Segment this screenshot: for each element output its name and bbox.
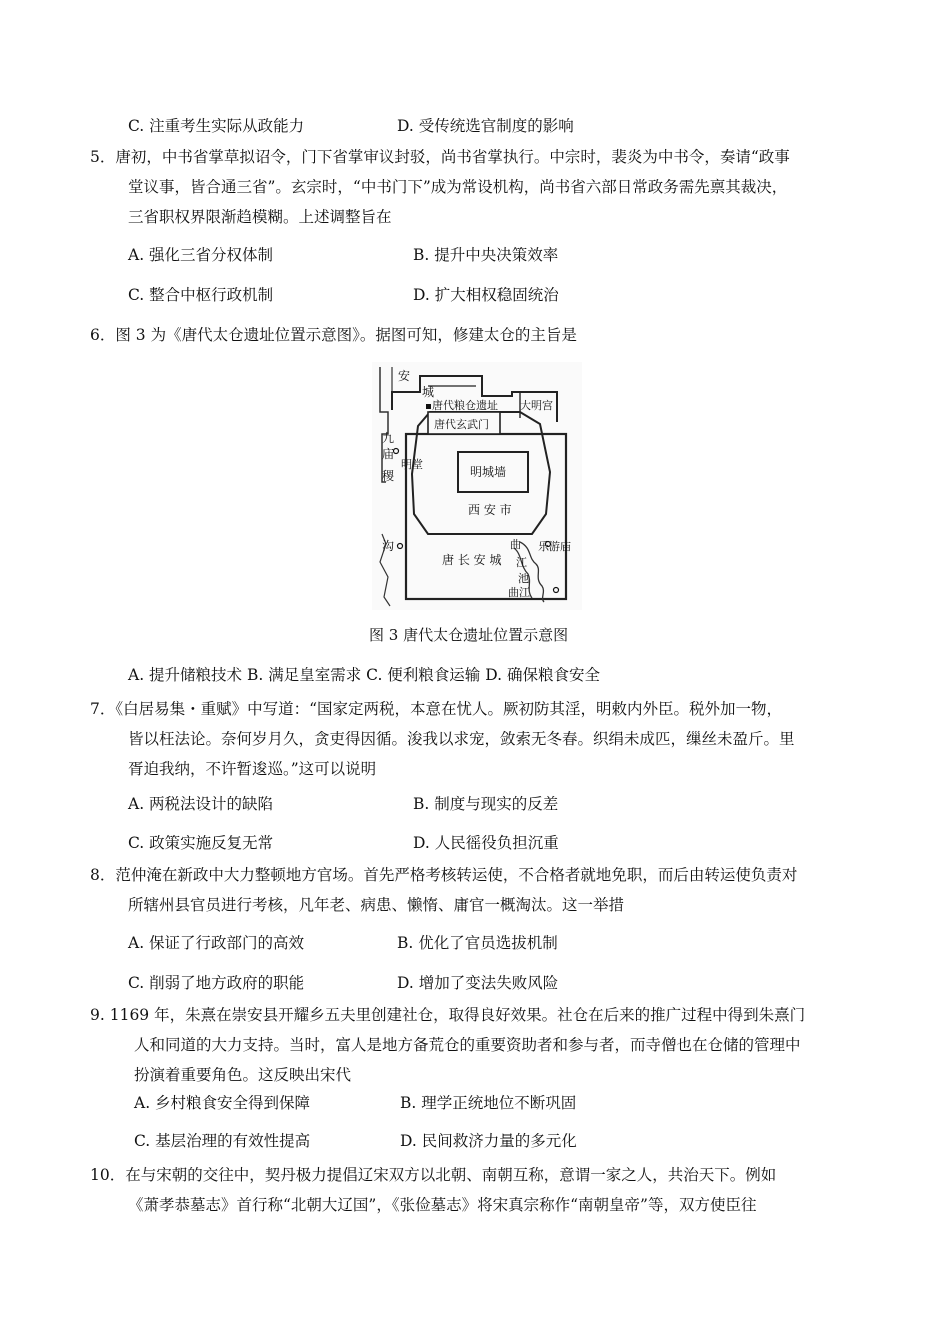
q7-line-3: 胥迫我纳，不许暂逡巡。”这可以说明: [128, 760, 377, 778]
q8-line-2: 所辖州县官员进行考核，凡年老、病患、懒惰、庸官一概淘汰。这一举措: [128, 896, 625, 914]
map-label-qu: 曲: [510, 538, 521, 551]
map-label-cheng: 城: [422, 385, 435, 399]
q5-line-3: 三省职权界限渐趋模糊。上述调整旨在: [128, 208, 392, 226]
q5-option-d: D. 扩大相权稳固统治: [413, 286, 559, 304]
q7-option-c: C. 政策实施反复无常: [128, 834, 274, 852]
q6-line-1: 6．图 3 为《唐代太仓遗址位置示意图》。据图可知，修建太仓的主旨是: [90, 326, 577, 344]
q8-option-d: D. 增加了变法失败风险: [397, 974, 559, 992]
q8-option-c: C. 削弱了地方政府的职能: [128, 974, 305, 992]
map-label-granary-site: 唐代粮仓遗址: [432, 399, 498, 412]
tang-granary-map: [372, 362, 582, 610]
q5-option-b: B. 提升中央决策效率: [413, 246, 559, 264]
map-label-mingtang: 明堂: [401, 458, 423, 471]
q9-option-a: A. 乡村粮食安全得到保障: [134, 1094, 311, 1112]
map-label-xian-city: 西 安 市: [468, 503, 512, 517]
q10-line-1: 10．在与宋朝的交往中，契丹极力提倡辽宋双方以北朝、南朝互称，意谓一家之人，共治天下。例如: [90, 1166, 777, 1184]
map-label-she: 稷: [382, 469, 395, 483]
map-label-qujiang: 曲江: [508, 586, 530, 599]
map-label-miao: 庙: [382, 447, 395, 461]
q6-options: A. 提升储粮技术 B. 满足皇室需求 C. 便利粮食运输 D. 确保粮食安全: [128, 666, 600, 684]
map-label-chi: 池: [518, 572, 529, 585]
q5-option-c: C. 整合中枢行政机制: [128, 286, 274, 304]
q5-line-1: 5．唐初，中书省掌草拟诏令，门下省掌审议封驳，尚书省掌执行。中宗时，裴炎为中书令，奏请“政事: [90, 148, 790, 166]
q9-option-b: B. 理学正统地位不断巩固: [400, 1094, 577, 1112]
figure-3-caption: 图 3 唐代太仓遗址位置示意图: [369, 626, 569, 644]
q4-option-d: D. 受传统选官制度的影响: [397, 117, 574, 135]
map-label-jiang: 江: [516, 556, 527, 569]
q4-option-c: C. 注重考生实际从政能力: [128, 117, 305, 135]
map-label-gou: 沟: [382, 539, 395, 553]
q7-option-b: B. 制度与现实的反差: [413, 795, 559, 813]
q7-option-d: D. 人民徭役负担沉重: [413, 834, 559, 852]
map-label-daminggong: 大明宫: [520, 399, 553, 412]
map-label-an: 安: [398, 369, 411, 383]
map-label-ming-city-wall: 明城墙: [470, 465, 507, 479]
map-label-tang-changan: 唐 长 安 城: [442, 553, 502, 567]
q5-option-a: A. 强化三省分权体制: [128, 246, 274, 264]
q8-option-b: B. 优化了官员选拔机制: [397, 934, 558, 952]
q8-line-1: 8．范仲淹在新政中大力整顿地方官场。首先严格考核转运使，不合格者就地免职，而后由转运使负责对: [90, 866, 798, 884]
q7-option-a: A. 两税法设计的缺陷: [128, 795, 274, 813]
q9-line-2: 人和同道的大力支持。当时，富人是地方备荒仓的重要资助者和参与者，而寺僧也在仓储的管理中: [134, 1036, 801, 1054]
q10-line-2: 《萧孝恭墓志》首行称“北朝大辽国”，《张俭墓志》将宋真宗称作“南朝皇帝”等，双方使臣往: [128, 1196, 757, 1214]
q5-line-2: 堂议事，皆合通三省”。玄宗时，“中书门下”成为常设机构，尚书省六部日常政务需先禀其裁决，: [128, 178, 788, 196]
q9-option-d: D. 民间救济力量的多元化: [400, 1132, 577, 1150]
q9-line-1: 9. 1169 年，朱熹在崇安县开耀乡五夫里创建社仓，取得良好效果。社仓在后来的推广过程中得到朱熹门: [90, 1006, 806, 1024]
map-label-jiu: 九: [382, 431, 395, 445]
q7-line-2: 皆以枉法论。奈何岁月久，贪吏得因循。浚我以求宠，敛索无冬春。织绢未成匹，缫丝未盈斤。里: [128, 730, 795, 748]
map-label-leyoumiao: 乐游庙: [538, 540, 571, 553]
q7-line-1: 7．《白居易集・重赋》中写道：“国家定两税，本意在忧人。厥初防其淫，明敕内外臣。税外加一物，: [90, 700, 783, 718]
q9-line-3: 扮演着重要角色。这反映出宋代: [134, 1066, 352, 1084]
map-label-xuanwumen: 唐代玄武门: [434, 418, 489, 431]
q9-option-c: C. 基层治理的有效性提高: [134, 1132, 311, 1150]
q8-option-a: A. 保证了行政部门的高效: [128, 934, 305, 952]
